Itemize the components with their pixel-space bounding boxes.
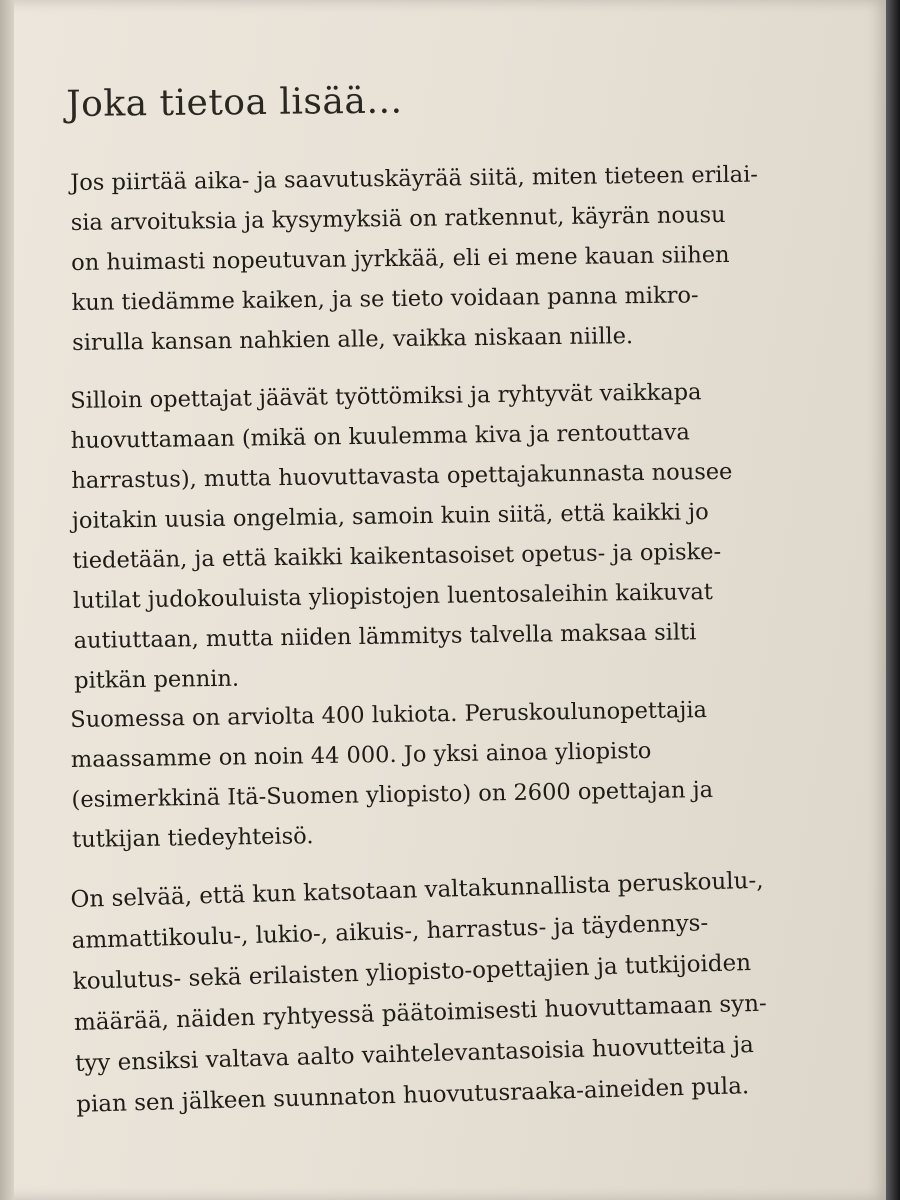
text-line: Jos piirtää aika- ja saavutuskäyrää siitä, miten tieteen erilai- <box>70 161 759 196</box>
text-line: tiedetään, ja että kaikki kaikentasoiset opetus- ja opiske- <box>72 538 722 574</box>
text-line: (esimerkkinä Itä-Suomen yliopisto) on 2600 opettajan ja <box>71 776 714 813</box>
text-line: pitkän pennin. <box>74 665 240 694</box>
text-line: kun tiedämme kaiken, ja se tieto voidaan panna mikro- <box>71 282 699 316</box>
text-line: tyy ensiksi valtava aalto vaihtelevantasoisia huovutteita ja <box>74 1031 755 1077</box>
text-line: harrastus), mutta huovuttavasta opettajakunnasta nousee <box>71 458 733 494</box>
page-edge <box>0 0 14 1200</box>
text-line: maassamme on noin 44 000. Jo yksi ainoa yliopisto <box>70 737 652 773</box>
paragraph-3 <box>70 689 792 860</box>
paragraph-4 <box>70 860 797 1126</box>
page-heading: Joka tietoa lisää… <box>66 80 404 125</box>
text-line: joitakin uusia ongelmia, samoin kuin siitä, että kaikki jo <box>71 499 709 534</box>
text-line: Suomessa on arviolta 400 lukiota. Peruskoulunopettajia <box>70 696 708 733</box>
text-line: On selvää, että kun katsotaan valtakunnallista peruskoulu-, <box>70 867 764 913</box>
text-line: koulutus- sekä erilaisten yliopisto-opettajien ja tutkijoiden <box>72 950 752 995</box>
text-line: pian sen jälkeen suunnaton huovutusraaka-aineiden pula. <box>75 1073 750 1118</box>
text-line: sirulla kansan nahkien alle, vaikka niskaan niille. <box>72 323 634 356</box>
paragraph-1 <box>70 154 792 363</box>
text-line: tutkijan tiedeyhteisö. <box>71 823 314 853</box>
text-line: autiuttaan, mutta niiden lämmitys talvella maksaa silti <box>73 619 697 654</box>
text-line: sia arvoituksia ja kysymyksiä on ratkennut, käyrän nousu <box>70 201 726 236</box>
text-line: ammattikoulu-, lukio-, aikuis-, harrastus- ja täydennys- <box>71 910 709 954</box>
text-line: huovuttamaan (mikä on kuulemma kiva ja rentouttava <box>70 419 690 454</box>
text-line: on huimasti nopeutuvan jyrkkää, eli ei mene kauan siihen <box>71 241 730 276</box>
text-line: Silloin opettajat jäävät työttömiksi ja ryhtyvät vaikkapa <box>70 379 702 414</box>
text-line: määrää, näiden ryhtyessä päätoimisesti huovuttamaan syn- <box>73 990 768 1036</box>
paragraph-2 <box>70 371 794 701</box>
text-line: lutilat judokouluista yliopistojen luentosaleihin kaikuvat <box>72 579 713 614</box>
book-spine <box>886 0 900 1200</box>
